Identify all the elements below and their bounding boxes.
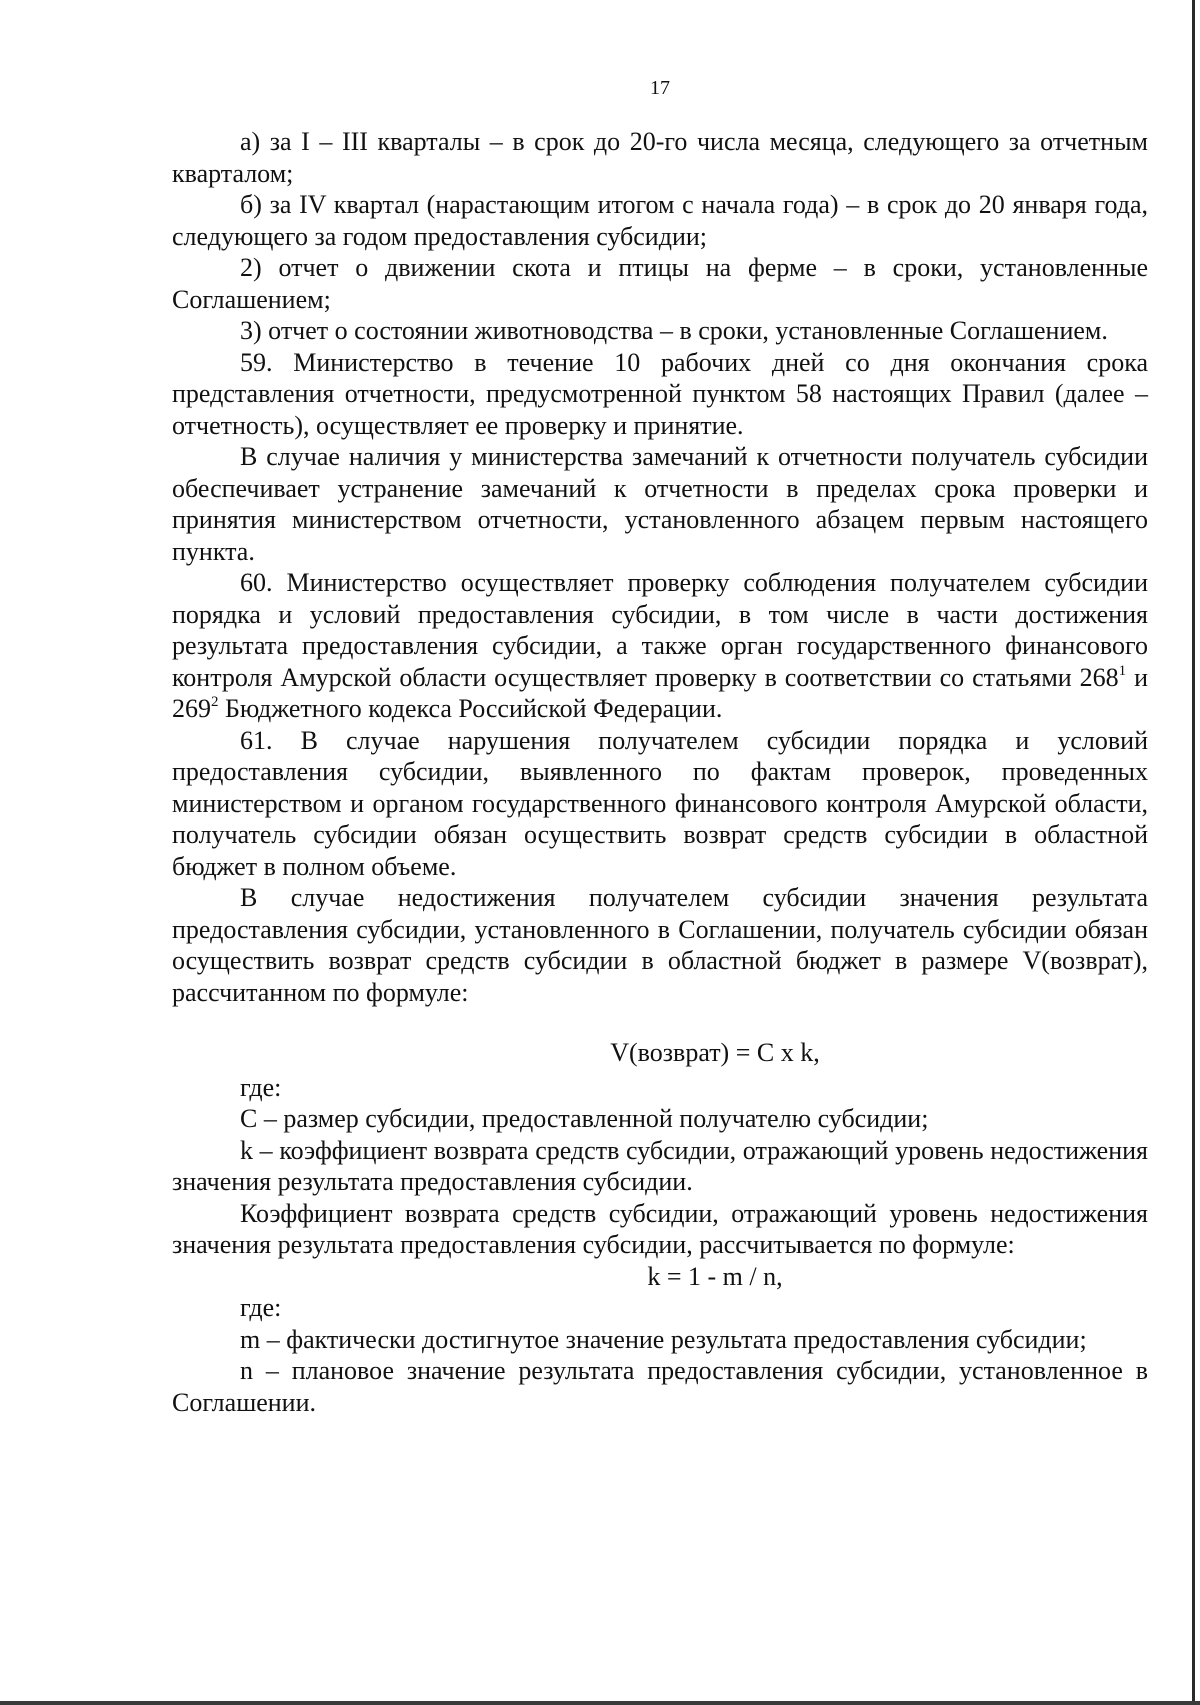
document-body (172, 126, 1148, 1418)
scan-edge-right (1192, 0, 1195, 1705)
superscript-1: 1 (1118, 662, 1127, 679)
paragraph-60-text-b: и 269 (172, 662, 1148, 723)
paragraph-livestock-report: 2) отчет о движении скота и птицы на ферме – в сроки, установленные Соглашением; (172, 253, 1148, 314)
formula-coefficient: k = 1 - m / n, (647, 1261, 783, 1291)
paragraph-61-underachievement: В случае недостижения получателем субсидии значения результата предоставления субсидии, установленного в Соглашении, получатель субсидии обязан осуществить возврат средств субсидии в областной бюджет в размере V(возврат), рассчитанном по формуле: (172, 883, 1148, 1007)
paragraph-animal-husbandry-report: 3) отчет о состоянии животноводства – в сроки, установленные Соглашением. (240, 316, 1108, 345)
superscript-2: 2 (211, 694, 219, 710)
definition-m: m – фактически достигнутое значение результата предоставления субсидии; (240, 1324, 1087, 1354)
scan-edge-bottom (0, 1701, 1200, 1705)
paragraph-quarter-4: б) за IV квартал (нарастающим итогом с начала года) – в срок до 20 января года, следующего за годом предоставления субсидии; (172, 190, 1148, 251)
page-number: 17 (650, 77, 670, 99)
paragraph-60-text-a: 60. Министерство осуществляет проверку соблюдения получателем субсидии порядка и условий предоставления субсидии, в том числе в части достижения результата предоставления субсидии, а также орган государственного финансового контроля Амурской области осуществляет проверку в соответствии со статьями 268 (172, 568, 1148, 692)
definition-n: n – плановое значение результата предоставления субсидии, установленное в Соглашении. (172, 1356, 1148, 1417)
paragraph-quarters-1-3: а) за I – III кварталы – в срок до 20-го числа месяца, следующего за отчетным кварталом; (172, 127, 1148, 188)
paragraph-coefficient: Коэффициент возврата средств субсидии, отражающий уровень недостижения значения результата предоставления субсидии, рассчитывается по формуле: (172, 1198, 1148, 1259)
paragraph-61: 61. В случае нарушения получателем субсидии порядка и условий предоставления субсидии, выявленного по фактам проверок, проведенных министерством и органом государственного финансового контроля Амурской области, получатель субсидии обязан осуществить возврат средств субсидии в областной бюджет в полном объеме. (172, 725, 1148, 881)
paragraph-59-remarks: В случае наличия у министерства замечаний к отчетности получатель субсидии обеспечивает устранение замечаний к отчетности в пределах срока проверки и принятия министерством отчетности, установленного абзацем первым настоящего пункта. (172, 442, 1148, 566)
formula-refund: V(возврат) = C x k, (610, 1038, 820, 1067)
definition-c: C – размер субсидии, предоставленной получателю субсидии; (240, 1104, 929, 1133)
paragraph-60 (172, 567, 1148, 725)
definition-k: k – коэффициент возврата средств субсидии, отражающий уровень недостижения значения результата предоставления субсидии. (172, 1135, 1148, 1196)
where-label-1: где: (240, 1072, 282, 1102)
paragraph-60-text-c: Бюджетного кодекса Российской Федерации. (218, 694, 723, 723)
where-label-2: где: (240, 1293, 282, 1322)
paragraph-59: 59. Министерство в течение 10 рабочих дней со дня окончания срока представления отчетности, предусмотренной пунктом 58 настоящих Правил (далее – отчетность), осуществляет ее проверку и принятие. (172, 347, 1148, 440)
